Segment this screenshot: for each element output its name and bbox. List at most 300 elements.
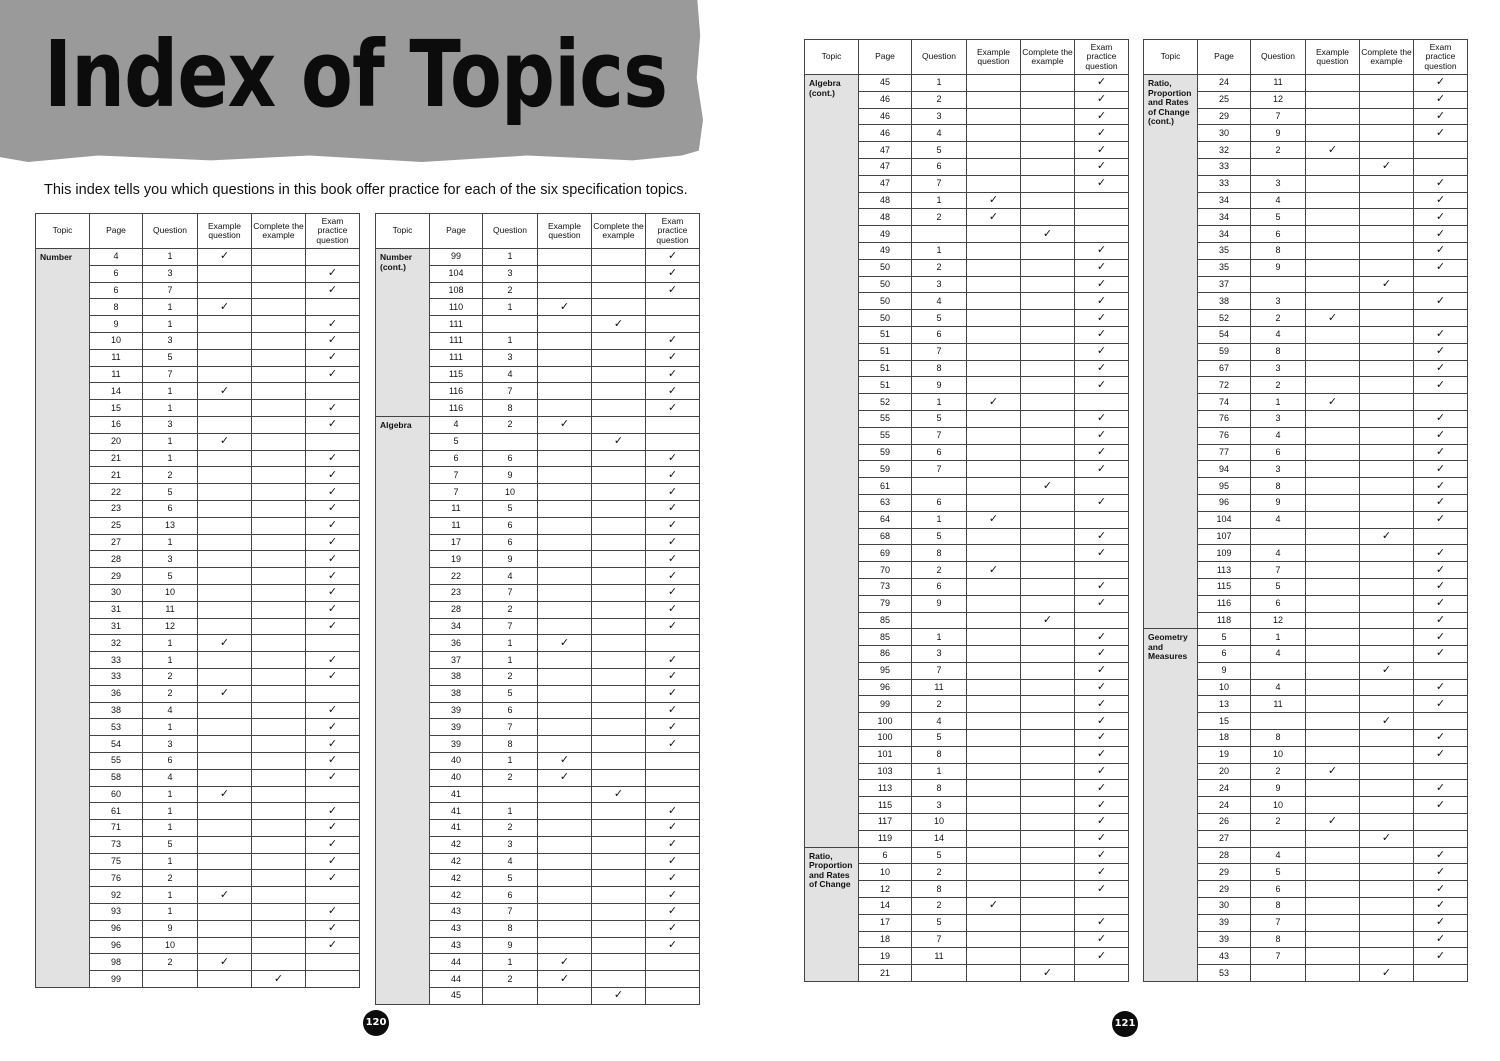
exam-practice-cell: ✓ — [1075, 646, 1129, 663]
page-cell: 17 — [430, 534, 483, 551]
complete-the-example-cell — [252, 635, 306, 652]
question-cell: 2 — [912, 898, 967, 915]
question-cell: 1 — [912, 763, 967, 780]
example-question-cell — [967, 931, 1021, 948]
example-question-cell — [538, 282, 592, 299]
exam-practice-cell: ✓ — [1075, 377, 1129, 394]
complete-the-example-cell — [592, 685, 646, 702]
complete-the-example-cell — [1360, 814, 1414, 831]
example-question-cell — [967, 360, 1021, 377]
exam-practice-cell: ✓ — [646, 366, 700, 383]
header-example-question: Example question — [538, 214, 592, 249]
question-cell: 4 — [483, 366, 538, 383]
question-cell: 2 — [912, 864, 967, 881]
complete-the-example-cell — [1021, 595, 1075, 612]
question-cell: 1 — [912, 242, 967, 259]
example-question-cell — [198, 366, 252, 383]
page-cell: 108 — [430, 282, 483, 299]
complete-the-example-cell — [252, 249, 306, 266]
page-cell: 27 — [1198, 830, 1251, 847]
example-question-cell — [1306, 914, 1360, 931]
header-page: Page — [90, 214, 143, 249]
question-cell: 2 — [143, 668, 198, 685]
complete-the-example-cell — [1021, 394, 1075, 411]
example-question-cell — [1306, 91, 1360, 108]
topic-cell: Geometry and Measures — [1144, 629, 1198, 982]
complete-the-example-cell: ✓ — [1360, 662, 1414, 679]
complete-the-example-cell — [1021, 142, 1075, 159]
example-question-cell — [538, 702, 592, 719]
question-cell: 7 — [483, 904, 538, 921]
example-question-cell — [1306, 478, 1360, 495]
exam-practice-cell: ✓ — [1075, 175, 1129, 192]
exam-practice-cell: ✓ — [1075, 797, 1129, 814]
page-cell: 22 — [90, 484, 143, 501]
exam-practice-cell: ✓ — [306, 736, 360, 753]
exam-practice-cell: ✓ — [1075, 713, 1129, 730]
exam-practice-cell — [1075, 226, 1129, 243]
page-cell: 101 — [859, 746, 912, 763]
page-cell: 99 — [859, 696, 912, 713]
question-cell: 1 — [483, 752, 538, 769]
question-cell: 2 — [912, 562, 967, 579]
example-question-cell — [198, 400, 252, 417]
question-cell: 4 — [1251, 192, 1306, 209]
page-cell: 6 — [1198, 646, 1251, 663]
example-question-cell: ✓ — [198, 383, 252, 400]
exam-practice-cell: ✓ — [1414, 209, 1468, 226]
complete-the-example-cell — [1360, 175, 1414, 192]
complete-the-example-cell: ✓ — [1021, 965, 1075, 982]
page-cell: 51 — [859, 326, 912, 343]
page-cell: 43 — [430, 920, 483, 937]
example-question-cell — [1306, 746, 1360, 763]
exam-practice-cell — [1414, 713, 1468, 730]
complete-the-example-cell — [1360, 746, 1414, 763]
example-question-cell: ✓ — [967, 898, 1021, 915]
complete-the-example-cell — [1360, 91, 1414, 108]
exam-practice-cell — [646, 752, 700, 769]
complete-the-example-cell — [592, 249, 646, 266]
question-cell — [143, 971, 198, 988]
question-cell: 4 — [483, 853, 538, 870]
page-cell: 41 — [430, 786, 483, 803]
page-cell: 39 — [1198, 914, 1251, 931]
complete-the-example-cell — [1021, 578, 1075, 595]
exam-practice-cell: ✓ — [1414, 931, 1468, 948]
question-cell: 4 — [483, 568, 538, 585]
exam-practice-cell: ✓ — [1414, 780, 1468, 797]
exam-practice-cell: ✓ — [306, 769, 360, 786]
question-cell — [1251, 158, 1306, 175]
question-cell: 14 — [912, 830, 967, 847]
exam-practice-cell: ✓ — [306, 618, 360, 635]
complete-the-example-cell — [252, 400, 306, 417]
complete-the-example-cell — [252, 416, 306, 433]
exam-practice-cell: ✓ — [1414, 746, 1468, 763]
exam-practice-cell: ✓ — [1414, 444, 1468, 461]
example-question-cell — [538, 820, 592, 837]
exam-practice-cell — [646, 433, 700, 450]
page-cell: 42 — [430, 836, 483, 853]
example-question-cell — [538, 836, 592, 853]
page-cell: 104 — [430, 265, 483, 282]
exam-practice-cell: ✓ — [646, 332, 700, 349]
exam-practice-cell: ✓ — [1414, 410, 1468, 427]
exam-practice-cell: ✓ — [646, 652, 700, 669]
page-cell: 99 — [90, 971, 143, 988]
exam-practice-cell: ✓ — [1414, 427, 1468, 444]
complete-the-example-cell — [1021, 108, 1075, 125]
exam-practice-cell: ✓ — [1075, 528, 1129, 545]
page-cell: 100 — [859, 713, 912, 730]
complete-the-example-cell — [592, 803, 646, 820]
exam-practice-cell: ✓ — [646, 836, 700, 853]
exam-practice-cell: ✓ — [1414, 125, 1468, 142]
page-cell: 86 — [859, 646, 912, 663]
question-cell: 12 — [1251, 612, 1306, 629]
header-exam-practice-question: Exam practice question — [1075, 40, 1129, 75]
example-question-cell — [538, 668, 592, 685]
question-cell: 2 — [912, 696, 967, 713]
complete-the-example-cell — [592, 853, 646, 870]
example-question-cell — [538, 249, 592, 266]
page-cell: 96 — [90, 920, 143, 937]
example-question-cell — [198, 467, 252, 484]
exam-practice-cell: ✓ — [646, 937, 700, 954]
page-cell: 76 — [90, 870, 143, 887]
table-row — [805, 75, 1129, 92]
header-page: Page — [430, 214, 483, 249]
question-cell: 6 — [912, 494, 967, 511]
complete-the-example-cell — [1360, 410, 1414, 427]
exam-practice-cell: ✓ — [646, 584, 700, 601]
example-question-cell: ✓ — [967, 192, 1021, 209]
example-question-cell: ✓ — [198, 786, 252, 803]
header-question: Question — [483, 214, 538, 249]
page-cell: 33 — [1198, 158, 1251, 175]
question-cell: 7 — [912, 461, 967, 478]
example-question-cell: ✓ — [538, 769, 592, 786]
question-cell: 13 — [143, 517, 198, 534]
example-question-cell: ✓ — [538, 752, 592, 769]
example-question-cell — [538, 265, 592, 282]
question-cell: 12 — [143, 618, 198, 635]
example-question-cell — [538, 937, 592, 954]
page-cell: 34 — [1198, 209, 1251, 226]
exam-practice-cell: ✓ — [1414, 511, 1468, 528]
example-question-cell — [1306, 158, 1360, 175]
example-question-cell — [198, 484, 252, 501]
exam-practice-cell: ✓ — [1075, 360, 1129, 377]
complete-the-example-cell — [252, 752, 306, 769]
page-cell: 115 — [430, 366, 483, 383]
complete-the-example-cell — [1021, 713, 1075, 730]
complete-the-example-cell — [1360, 612, 1414, 629]
exam-practice-cell: ✓ — [646, 668, 700, 685]
exam-practice-cell: ✓ — [1075, 629, 1129, 646]
page-cell: 6 — [430, 450, 483, 467]
page-cell: 34 — [430, 618, 483, 635]
exam-practice-cell — [646, 971, 700, 988]
exam-practice-cell: ✓ — [306, 332, 360, 349]
page-cell: 36 — [430, 635, 483, 652]
exam-practice-cell — [306, 635, 360, 652]
page-cell: 117 — [859, 814, 912, 831]
example-question-cell — [967, 91, 1021, 108]
exam-practice-cell: ✓ — [646, 853, 700, 870]
exam-practice-cell: ✓ — [306, 752, 360, 769]
exam-practice-cell — [646, 954, 700, 971]
question-cell: 8 — [1251, 478, 1306, 495]
example-question-cell — [1306, 578, 1360, 595]
exam-practice-cell — [306, 383, 360, 400]
page-cell: 36 — [90, 685, 143, 702]
page-cell: 6 — [90, 265, 143, 282]
complete-the-example-cell — [252, 803, 306, 820]
example-question-cell — [967, 158, 1021, 175]
exam-practice-cell: ✓ — [1075, 326, 1129, 343]
example-question-cell — [198, 904, 252, 921]
complete-the-example-cell — [1021, 511, 1075, 528]
question-cell: 1 — [1251, 629, 1306, 646]
exam-practice-cell: ✓ — [646, 484, 700, 501]
exam-practice-cell — [1075, 511, 1129, 528]
question-cell: 1 — [143, 299, 198, 316]
question-cell: 3 — [1251, 293, 1306, 310]
question-cell: 1 — [143, 853, 198, 870]
page-cell: 100 — [859, 730, 912, 747]
page-cell: 45 — [859, 75, 912, 92]
example-question-cell — [1306, 730, 1360, 747]
complete-the-example-cell — [252, 584, 306, 601]
page-cell: 42 — [430, 870, 483, 887]
header-exam-practice-question: Exam practice question — [646, 214, 700, 249]
question-cell — [1251, 528, 1306, 545]
page-cell: 51 — [859, 377, 912, 394]
exam-practice-cell: ✓ — [1075, 494, 1129, 511]
complete-the-example-cell: ✓ — [1360, 965, 1414, 982]
example-question-cell — [198, 937, 252, 954]
exam-practice-cell — [1075, 612, 1129, 629]
question-cell: 3 — [483, 265, 538, 282]
example-question-cell: ✓ — [1306, 142, 1360, 159]
exam-practice-cell: ✓ — [306, 668, 360, 685]
question-cell: 7 — [912, 343, 967, 360]
example-question-cell — [1306, 360, 1360, 377]
exam-practice-cell: ✓ — [1075, 679, 1129, 696]
header-topic: Topic — [36, 214, 90, 249]
example-question-cell — [967, 814, 1021, 831]
exam-practice-cell — [1075, 898, 1129, 915]
complete-the-example-cell — [252, 517, 306, 534]
question-cell: 1 — [143, 383, 198, 400]
complete-the-example-cell — [1021, 259, 1075, 276]
example-question-cell — [198, 668, 252, 685]
complete-the-example-cell — [1360, 931, 1414, 948]
exam-practice-cell: ✓ — [306, 584, 360, 601]
exam-practice-cell: ✓ — [306, 920, 360, 937]
complete-the-example-cell — [252, 316, 306, 333]
example-question-cell — [1306, 797, 1360, 814]
example-question-cell — [1306, 343, 1360, 360]
example-question-cell — [1306, 242, 1360, 259]
example-question-cell — [538, 853, 592, 870]
exam-practice-cell: ✓ — [1075, 730, 1129, 747]
exam-practice-cell: ✓ — [1075, 595, 1129, 612]
question-cell: 1 — [483, 299, 538, 316]
page-cell: 39 — [1198, 931, 1251, 948]
question-cell: 3 — [912, 276, 967, 293]
exam-practice-cell: ✓ — [1414, 679, 1468, 696]
page-cell: 43 — [430, 904, 483, 921]
page-cell: 31 — [90, 601, 143, 618]
example-question-cell — [967, 259, 1021, 276]
example-question-cell — [1306, 612, 1360, 629]
question-cell: 1 — [143, 887, 198, 904]
page-cell: 33 — [1198, 175, 1251, 192]
question-cell: 1 — [143, 249, 198, 266]
question-cell: 9 — [912, 595, 967, 612]
example-question-cell — [1306, 293, 1360, 310]
question-cell: 3 — [1251, 360, 1306, 377]
example-question-cell — [1306, 226, 1360, 243]
example-question-cell — [967, 696, 1021, 713]
complete-the-example-cell — [592, 349, 646, 366]
complete-the-example-cell — [1360, 142, 1414, 159]
example-question-cell — [198, 769, 252, 786]
complete-the-example-cell — [1360, 629, 1414, 646]
complete-the-example-cell — [1021, 293, 1075, 310]
example-question-cell — [1306, 562, 1360, 579]
page-cell: 53 — [90, 719, 143, 736]
exam-practice-cell — [306, 685, 360, 702]
exam-practice-cell: ✓ — [1075, 410, 1129, 427]
page-cell: 19 — [859, 948, 912, 965]
exam-practice-cell: ✓ — [1075, 343, 1129, 360]
header-example-question: Example question — [198, 214, 252, 249]
page-cell: 19 — [1198, 746, 1251, 763]
question-cell: 2 — [143, 685, 198, 702]
question-cell: 11 — [912, 948, 967, 965]
page-cell: 24 — [1198, 780, 1251, 797]
exam-practice-cell: ✓ — [1414, 192, 1468, 209]
exam-practice-cell: ✓ — [1075, 780, 1129, 797]
page-cell: 22 — [430, 568, 483, 585]
example-question-cell — [967, 746, 1021, 763]
exam-practice-cell: ✓ — [1075, 814, 1129, 831]
example-question-cell — [967, 108, 1021, 125]
exam-practice-cell: ✓ — [1414, 242, 1468, 259]
question-cell: 6 — [1251, 595, 1306, 612]
question-cell: 8 — [1251, 242, 1306, 259]
example-question-cell: ✓ — [538, 954, 592, 971]
exam-practice-cell: ✓ — [1075, 242, 1129, 259]
exam-practice-cell: ✓ — [1075, 847, 1129, 864]
page-cell: 32 — [1198, 142, 1251, 159]
question-cell — [483, 988, 538, 1005]
page-cell: 39 — [430, 719, 483, 736]
exam-practice-cell: ✓ — [1414, 847, 1468, 864]
page-cell: 49 — [859, 242, 912, 259]
example-question-cell: ✓ — [538, 299, 592, 316]
complete-the-example-cell — [1360, 377, 1414, 394]
example-question-cell — [967, 125, 1021, 142]
exam-practice-cell — [1414, 310, 1468, 327]
exam-practice-cell: ✓ — [306, 400, 360, 417]
complete-the-example-cell — [1360, 797, 1414, 814]
exam-practice-cell: ✓ — [1414, 75, 1468, 92]
question-cell: 8 — [912, 780, 967, 797]
question-cell: 7 — [912, 662, 967, 679]
page-cell: 96 — [859, 679, 912, 696]
question-cell: 1 — [143, 635, 198, 652]
complete-the-example-cell — [1021, 91, 1075, 108]
exam-practice-cell: ✓ — [1075, 259, 1129, 276]
example-question-cell — [1306, 780, 1360, 797]
exam-practice-cell: ✓ — [1414, 175, 1468, 192]
example-question-cell — [967, 629, 1021, 646]
complete-the-example-cell — [592, 366, 646, 383]
example-question-cell — [198, 450, 252, 467]
page-cell: 55 — [90, 752, 143, 769]
page-cell: 52 — [859, 394, 912, 411]
exam-practice-cell: ✓ — [1075, 75, 1129, 92]
example-question-cell — [198, 618, 252, 635]
example-question-cell — [1306, 965, 1360, 982]
page-cell: 30 — [1198, 125, 1251, 142]
question-cell: 5 — [912, 410, 967, 427]
complete-the-example-cell — [1360, 326, 1414, 343]
topic-cell: Algebra — [376, 416, 430, 1004]
page-cell: 35 — [1198, 259, 1251, 276]
complete-the-example-cell — [1021, 360, 1075, 377]
page-cell: 39 — [430, 736, 483, 753]
page-cell: 23 — [430, 584, 483, 601]
question-cell: 3 — [483, 349, 538, 366]
example-question-cell — [967, 75, 1021, 92]
exam-practice-cell: ✓ — [1414, 326, 1468, 343]
question-cell: 1 — [143, 450, 198, 467]
complete-the-example-cell — [592, 652, 646, 669]
complete-the-example-cell — [1360, 394, 1414, 411]
page-cell: 95 — [1198, 478, 1251, 495]
complete-the-example-cell — [252, 500, 306, 517]
exam-practice-cell: ✓ — [1414, 914, 1468, 931]
complete-the-example-cell — [1360, 461, 1414, 478]
exam-practice-cell: ✓ — [306, 534, 360, 551]
question-cell: 6 — [483, 517, 538, 534]
exam-practice-cell: ✓ — [646, 719, 700, 736]
question-cell: 2 — [1251, 814, 1306, 831]
example-question-cell — [967, 847, 1021, 864]
complete-the-example-cell — [592, 299, 646, 316]
example-question-cell: ✓ — [967, 562, 1021, 579]
example-question-cell — [967, 948, 1021, 965]
complete-the-example-cell — [1021, 242, 1075, 259]
complete-the-example-cell — [1021, 763, 1075, 780]
complete-the-example-cell — [252, 484, 306, 501]
page-cell: 73 — [859, 578, 912, 595]
header-question: Question — [143, 214, 198, 249]
complete-the-example-cell — [1021, 881, 1075, 898]
example-question-cell — [1306, 545, 1360, 562]
question-cell: 3 — [483, 836, 538, 853]
question-cell: 6 — [912, 326, 967, 343]
example-question-cell — [538, 786, 592, 803]
page-cell: 54 — [90, 736, 143, 753]
exam-practice-cell: ✓ — [1075, 125, 1129, 142]
